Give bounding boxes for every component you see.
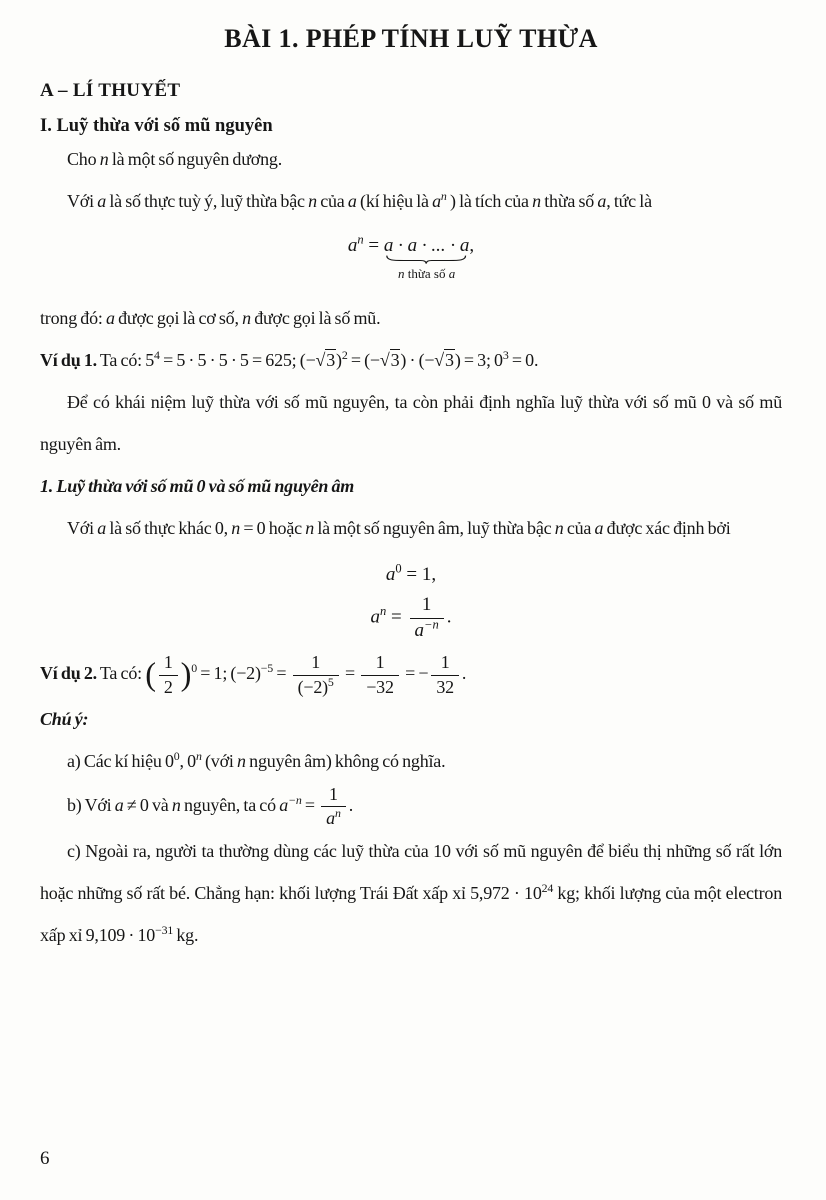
period: . [348,795,353,816]
exponent-n: n [440,188,447,203]
var-n: n [308,190,317,211]
paragraph-positive-integer [40,139,782,181]
var-n: n [237,751,246,772]
text-run: ) là tích của [446,190,533,211]
exponent: 24 [541,880,554,895]
fraction [321,783,346,831]
text-run: ) = 3; 0 [454,350,503,371]
text-run: trong đó: [40,308,106,329]
var-a: a [414,619,424,641]
equals-sign: = [341,663,359,684]
var-a: a [114,795,124,816]
text-run: , tức là [606,190,652,211]
example-1 [40,340,782,382]
var-a: a [97,517,107,538]
text-run: Cho [67,149,100,169]
formula-base: a [370,606,381,628]
var-n: n [171,795,181,816]
text-run: = 1; [196,663,231,684]
underbrace-label [398,264,455,284]
paragraph-trong-do [40,298,782,340]
text-run: thừa số [540,190,598,211]
text-run: (−2) [297,676,328,697]
var-a: a [97,190,107,211]
example-2-label: Ví dụ 2. [40,663,97,684]
text-run: là số thực khác 0, [106,517,232,538]
formula-base: a [279,795,288,816]
fraction-denominator: 2 [163,676,173,697]
var-a: a [432,190,441,211]
exponent: n [334,806,341,821]
underbrace-group [383,229,470,282]
note-heading: Chú ý: [40,709,89,730]
exponent: −31 [155,922,174,937]
open-paren: ( [145,657,156,694]
var-n: n [305,517,315,538]
text-run: b) Với [67,795,115,816]
equals-sign: = [273,663,290,684]
fraction [410,593,444,643]
fraction-numerator: 1 [440,652,450,673]
fraction-numerator: 1 [329,784,338,805]
text-run: 9,109 · 10 [85,924,156,945]
fraction [159,651,178,699]
sqrt-open: (−√ [299,350,326,371]
text-run: nguyên âm) không có nghĩa. [245,751,446,772]
text-run: = 0 hoặc [240,517,306,538]
fraction [293,651,339,699]
formula-base: a [385,563,396,585]
text-run: 0 [164,751,174,772]
fraction [431,651,459,699]
var-n: n [231,517,241,538]
text-run: 5 [145,350,155,371]
radicand: 3 [445,350,454,371]
heading-integer-exponent: I. Luỹ thừa với số mũ nguyên [40,116,273,136]
text-run: = 5 · 5 · 5 · 5 = 625; [159,350,300,371]
comma: , [469,234,475,256]
fraction-numerator: 1 [163,652,173,673]
text-run: 0 [187,751,196,772]
var-a: a [326,808,335,829]
period: . [461,663,467,684]
exponent: −n [424,617,439,632]
example-2 [40,651,782,699]
text-run: là số thực tuỳ ý, luỹ thừa bậc [106,190,309,211]
var-n: n [242,308,251,329]
exponent: 0 [191,661,197,676]
formula-exponent: n [357,232,364,247]
fraction-numerator: 1 [375,652,385,673]
close-paren: ) [180,657,192,694]
exponent: 4 [154,348,160,363]
formula-a-power-zero [40,558,782,591]
exponent: 0 [173,749,180,764]
text-run: (−2) [230,663,261,684]
formula-exponent: 0 [395,561,402,576]
fraction-denominator: −32 [366,676,394,697]
product-expansion: a · a · ... · a [383,234,470,256]
text-run: thừa số [404,266,449,282]
heading-zero-negative-exponent: 1. Luỹ thừa với số mũ 0 và số mũ nguyên âm [40,475,355,496]
text-run: ) [336,350,342,371]
text-run: Với [67,517,98,538]
text-run: Ta có: [96,663,146,684]
fraction-denominator [321,807,346,830]
text-run: = 1, [401,563,437,585]
var-a: a [597,190,607,211]
text-run: c) Ngoài ra, người ta thường dùng các luỹ thừa của 10 với số mũ nguyên để biểu thị những số rất lớn hoặc những số rất bé. Chẳng hạn: khối lượng Trái Đất xấp xỉ [40,840,782,903]
text-run: được gọi là cơ số, [114,308,243,329]
formula-exponent: −n [288,793,302,808]
var-a: a [106,308,115,329]
fraction-denominator: 32 [436,676,454,697]
fraction-denominator [410,619,444,644]
var-n: n [99,149,109,169]
text-run: ≠ 0 và [123,795,172,816]
text-run: kg; khối lượng của một electron xấp xỉ [40,882,782,945]
text-run: của [316,190,348,211]
exponent: −5 [260,661,274,676]
var-n: n [397,266,405,282]
exponent-n: n [195,749,202,764]
exponent: 2 [341,348,348,363]
note-c [40,831,782,957]
text-run: của [563,517,595,538]
underbrace [384,255,470,284]
text-run: (với [201,751,238,772]
text-run: a) Các kí hiệu [67,751,165,772]
text-run: là một số nguyên dương. [108,149,282,169]
fraction-numerator: 1 [421,594,432,615]
formula-a-power-negative [40,593,782,643]
formula-power-definition [40,229,782,282]
note-a [40,741,782,783]
paragraph-power-intro [40,181,782,223]
fraction [361,651,399,699]
page-number: 6 [40,1148,50,1169]
text-run: , [179,751,188,772]
var-n: n [532,190,541,211]
formula-exponent: n [380,604,387,619]
text-run: = 0. [508,350,539,371]
radicand: 3 [326,350,336,371]
fraction-denominator [293,676,339,699]
var-a: a [347,190,357,211]
note-b [40,783,782,831]
equals-sign: = [301,795,319,816]
sqrt-open: ) · (−√ [400,350,444,371]
radicand: 3 [390,350,400,371]
period: . [446,606,452,628]
text-run: được gọi là số mũ. [250,308,381,329]
section-a-heading: A – LÍ THUYẾT [40,80,181,101]
text-run: được xác định bởi [603,517,731,538]
text-run: Ta có: [96,350,146,371]
equals-sign: = [363,234,384,256]
text-run: 5,972 · 10 [470,882,542,903]
text-run: Với [67,190,98,211]
equals-sign: = − [401,663,429,684]
sqrt-open: = (−√ [347,350,390,371]
var-a: a [448,266,456,282]
lesson-title: BÀI 1. PHÉP TÍNH LUỸ THỪA [224,24,598,53]
var-a: a [594,517,604,538]
fraction-numerator: 1 [311,652,321,673]
exponent: 5 [327,674,334,689]
text-run: nguyên, ta có [180,795,280,816]
exponent: 3 [502,348,509,363]
var-n: n [554,517,564,538]
text-run: kg. [173,924,199,945]
text-run: là một số nguyên âm, luỹ thừa bậc [314,517,555,538]
paragraph-need-definition: Để có khái niệm luỹ thừa với số mũ nguyên, ta còn phải định nghĩa luỹ thừa với số mũ 0 và số mũ nguyên âm. [40,392,782,454]
equals-sign: = [386,606,407,628]
example-1-label: Ví dụ 1. [40,350,97,371]
underbrace-curve [386,255,466,264]
text-run: (kí hiệu là [356,190,433,211]
paragraph-definition-condition [40,508,782,550]
formula-base: a [347,234,358,256]
